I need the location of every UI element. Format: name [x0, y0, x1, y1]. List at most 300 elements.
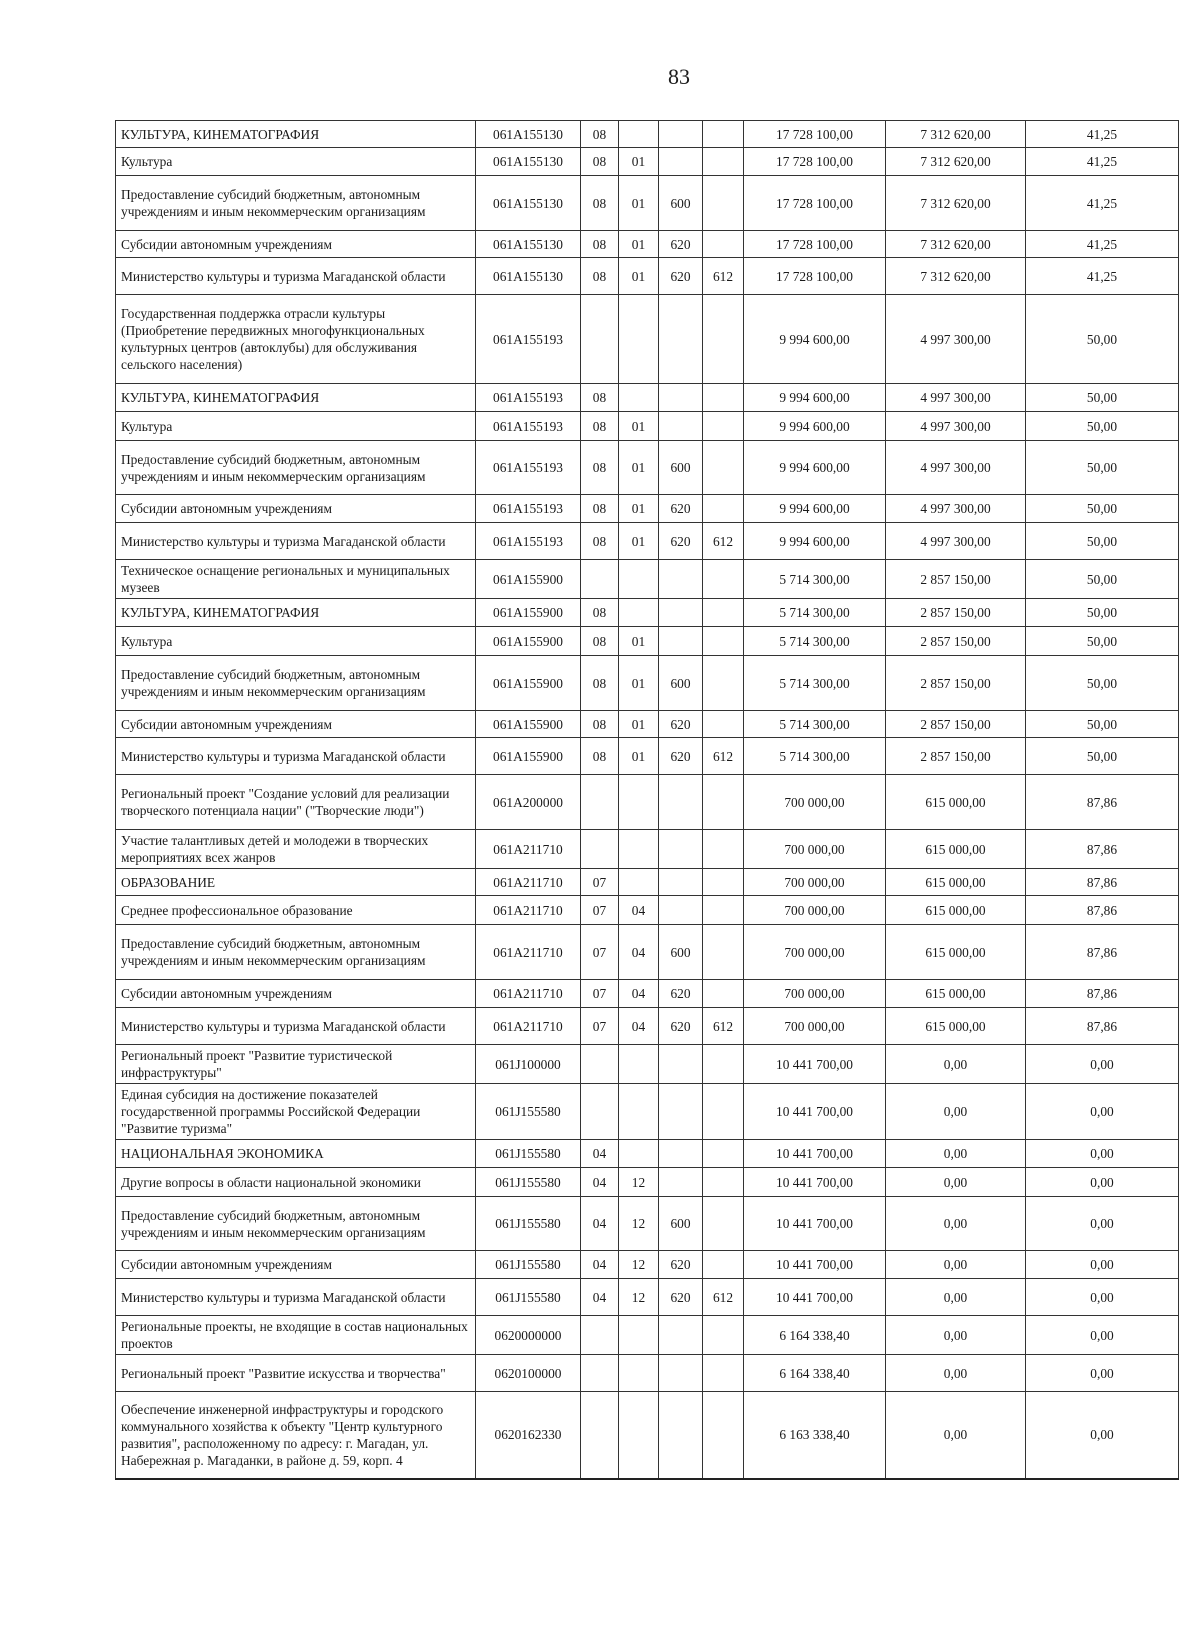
plan-amount-cell: 9 994 600,00	[744, 412, 886, 441]
admin-code-cell: 612	[703, 258, 744, 295]
section-code-cell: 08	[581, 738, 619, 775]
target-article-code-cell: 061A155193	[476, 523, 581, 560]
percent-cell: 41,25	[1026, 148, 1179, 176]
percent-cell: 50,00	[1026, 656, 1179, 711]
row-name-cell: Предоставление субсидий бюджетным, автономным учреждениям и иным некоммерческим организациям	[116, 656, 476, 711]
subsection-code-cell: 01	[619, 412, 659, 441]
expense-type-code-cell	[659, 1355, 703, 1392]
subsection-code-cell: 01	[619, 441, 659, 495]
admin-code-cell	[703, 627, 744, 656]
actual-amount-cell: 2 857 150,00	[886, 560, 1026, 599]
section-code-cell: 08	[581, 384, 619, 412]
actual-amount-cell: 0,00	[886, 1251, 1026, 1279]
admin-code-cell	[703, 775, 744, 830]
admin-code-cell	[703, 412, 744, 441]
expense-type-code-cell	[659, 1168, 703, 1197]
row-name-cell: Региональный проект "Развитие туристической инфраструктуры"	[116, 1045, 476, 1084]
row-name-cell: Обеспечение инженерной инфраструктуры и городского коммунального хозяйства к объекту "Центр культурного развития", расположенному по адресу: г. Магадан, ул. Набережная р. Магаданки, в районе д. 59, корп. 4	[116, 1392, 476, 1479]
actual-amount-cell: 2 857 150,00	[886, 627, 1026, 656]
table-row	[116, 560, 1179, 599]
percent-cell: 0,00	[1026, 1316, 1179, 1355]
expense-type-code-cell	[659, 295, 703, 384]
plan-amount-cell: 9 994 600,00	[744, 384, 886, 412]
admin-code-cell: 612	[703, 1008, 744, 1045]
actual-amount-cell: 0,00	[886, 1045, 1026, 1084]
actual-amount-cell: 0,00	[886, 1168, 1026, 1197]
plan-amount-cell: 700 000,00	[744, 925, 886, 980]
actual-amount-cell: 2 857 150,00	[886, 599, 1026, 627]
table-row	[116, 121, 1179, 148]
target-article-code-cell: 061A155193	[476, 412, 581, 441]
percent-cell: 0,00	[1026, 1168, 1179, 1197]
expense-type-code-cell: 620	[659, 231, 703, 258]
plan-amount-cell: 10 441 700,00	[744, 1279, 886, 1316]
subsection-code-cell: 04	[619, 980, 659, 1008]
plan-amount-cell: 10 441 700,00	[744, 1045, 886, 1084]
target-article-code-cell: 061A155193	[476, 441, 581, 495]
table-row	[116, 258, 1179, 295]
subsection-code-cell	[619, 1355, 659, 1392]
actual-amount-cell: 0,00	[886, 1140, 1026, 1168]
actual-amount-cell: 7 312 620,00	[886, 148, 1026, 176]
section-code-cell	[581, 560, 619, 599]
row-name-cell: Региональные проекты, не входящие в состав национальных проектов	[116, 1316, 476, 1355]
row-name-cell: Министерство культуры и туризма Магаданской области	[116, 1008, 476, 1045]
admin-code-cell	[703, 1084, 744, 1140]
actual-amount-cell: 0,00	[886, 1316, 1026, 1355]
percent-cell: 87,86	[1026, 830, 1179, 869]
percent-cell: 0,00	[1026, 1355, 1179, 1392]
subsection-code-cell	[619, 1084, 659, 1140]
expense-type-code-cell	[659, 560, 703, 599]
target-article-code-cell: 061J155580	[476, 1279, 581, 1316]
subsection-code-cell: 04	[619, 925, 659, 980]
actual-amount-cell: 2 857 150,00	[886, 738, 1026, 775]
plan-amount-cell: 6 164 338,40	[744, 1355, 886, 1392]
subsection-code-cell: 01	[619, 495, 659, 523]
subsection-code-cell: 01	[619, 738, 659, 775]
expense-type-code-cell: 600	[659, 441, 703, 495]
subsection-code-cell	[619, 384, 659, 412]
plan-amount-cell: 700 000,00	[744, 1008, 886, 1045]
target-article-code-cell: 061J100000	[476, 1045, 581, 1084]
actual-amount-cell: 615 000,00	[886, 925, 1026, 980]
expense-type-code-cell	[659, 1392, 703, 1479]
row-name-cell: Субсидии автономным учреждениям	[116, 495, 476, 523]
subsection-code-cell: 01	[619, 258, 659, 295]
row-name-cell: Предоставление субсидий бюджетным, автономным учреждениям и иным некоммерческим организациям	[116, 925, 476, 980]
expense-type-code-cell	[659, 412, 703, 441]
percent-cell: 50,00	[1026, 441, 1179, 495]
actual-amount-cell: 615 000,00	[886, 896, 1026, 925]
row-name-cell: Министерство культуры и туризма Магаданской области	[116, 258, 476, 295]
plan-amount-cell: 9 994 600,00	[744, 441, 886, 495]
row-name-cell: Культура	[116, 412, 476, 441]
percent-cell: 41,25	[1026, 176, 1179, 231]
actual-amount-cell: 0,00	[886, 1355, 1026, 1392]
section-code-cell: 08	[581, 627, 619, 656]
expense-type-code-cell	[659, 1316, 703, 1355]
section-code-cell: 07	[581, 1008, 619, 1045]
section-code-cell: 07	[581, 925, 619, 980]
target-article-code-cell: 061J155580	[476, 1197, 581, 1251]
plan-amount-cell: 700 000,00	[744, 775, 886, 830]
percent-cell: 0,00	[1026, 1392, 1179, 1479]
plan-amount-cell: 5 714 300,00	[744, 738, 886, 775]
expense-type-code-cell	[659, 599, 703, 627]
plan-amount-cell: 6 164 338,40	[744, 1316, 886, 1355]
table-row	[116, 830, 1179, 869]
row-name-cell: Культура	[116, 148, 476, 176]
percent-cell: 50,00	[1026, 711, 1179, 738]
plan-amount-cell: 5 714 300,00	[744, 599, 886, 627]
section-code-cell: 08	[581, 441, 619, 495]
expense-type-code-cell: 620	[659, 980, 703, 1008]
actual-amount-cell: 7 312 620,00	[886, 258, 1026, 295]
actual-amount-cell: 0,00	[886, 1084, 1026, 1140]
section-code-cell: 08	[581, 523, 619, 560]
admin-code-cell	[703, 1251, 744, 1279]
target-article-code-cell: 061A211710	[476, 1008, 581, 1045]
table-row	[116, 176, 1179, 231]
actual-amount-cell: 615 000,00	[886, 980, 1026, 1008]
target-article-code-cell: 061A155900	[476, 599, 581, 627]
subsection-code-cell: 01	[619, 176, 659, 231]
percent-cell: 50,00	[1026, 627, 1179, 656]
table-row	[116, 1197, 1179, 1251]
expense-type-code-cell	[659, 775, 703, 830]
target-article-code-cell: 061A211710	[476, 980, 581, 1008]
table-row	[116, 656, 1179, 711]
plan-amount-cell: 9 994 600,00	[744, 295, 886, 384]
row-name-cell: Субсидии автономным учреждениям	[116, 711, 476, 738]
table-row	[116, 711, 1179, 738]
actual-amount-cell: 4 997 300,00	[886, 523, 1026, 560]
budget-table	[115, 120, 1179, 1480]
plan-amount-cell: 17 728 100,00	[744, 231, 886, 258]
expense-type-code-cell	[659, 1084, 703, 1140]
plan-amount-cell: 17 728 100,00	[744, 148, 886, 176]
actual-amount-cell: 2 857 150,00	[886, 711, 1026, 738]
expense-type-code-cell: 620	[659, 738, 703, 775]
section-code-cell: 08	[581, 148, 619, 176]
plan-amount-cell: 9 994 600,00	[744, 495, 886, 523]
table-row	[116, 295, 1179, 384]
table-row	[116, 523, 1179, 560]
section-code-cell	[581, 1316, 619, 1355]
table-row	[116, 1251, 1179, 1279]
section-code-cell	[581, 1045, 619, 1084]
admin-code-cell	[703, 599, 744, 627]
expense-type-code-cell	[659, 121, 703, 148]
target-article-code-cell: 0620000000	[476, 1316, 581, 1355]
row-name-cell: Государственная поддержка отрасли культуры (Приобретение передвижных многофункциональных культурных центров (автоклубы) для обслуживания сельского населения)	[116, 295, 476, 384]
percent-cell: 50,00	[1026, 523, 1179, 560]
section-code-cell: 07	[581, 896, 619, 925]
plan-amount-cell: 5 714 300,00	[744, 711, 886, 738]
section-code-cell: 07	[581, 980, 619, 1008]
admin-code-cell	[703, 1168, 744, 1197]
target-article-code-cell: 061A155193	[476, 495, 581, 523]
admin-code-cell	[703, 176, 744, 231]
table-row	[116, 384, 1179, 412]
table-row	[116, 495, 1179, 523]
percent-cell: 50,00	[1026, 295, 1179, 384]
table-row	[116, 148, 1179, 176]
table-row	[116, 1045, 1179, 1084]
subsection-code-cell: 12	[619, 1251, 659, 1279]
subsection-code-cell	[619, 1392, 659, 1479]
row-name-cell: Предоставление субсидий бюджетным, автономным учреждениям и иным некоммерческим организациям	[116, 441, 476, 495]
section-code-cell: 08	[581, 121, 619, 148]
section-code-cell	[581, 295, 619, 384]
target-article-code-cell: 061J155580	[476, 1084, 581, 1140]
target-article-code-cell: 061J155580	[476, 1168, 581, 1197]
admin-code-cell	[703, 1392, 744, 1479]
percent-cell: 0,00	[1026, 1140, 1179, 1168]
subsection-code-cell: 04	[619, 896, 659, 925]
plan-amount-cell: 5 714 300,00	[744, 627, 886, 656]
section-code-cell: 08	[581, 258, 619, 295]
target-article-code-cell: 061A155900	[476, 738, 581, 775]
actual-amount-cell: 4 997 300,00	[886, 295, 1026, 384]
admin-code-cell	[703, 1197, 744, 1251]
subsection-code-cell: 01	[619, 656, 659, 711]
row-name-cell: КУЛЬТУРА, КИНЕМАТОГРАФИЯ	[116, 121, 476, 148]
subsection-code-cell: 12	[619, 1197, 659, 1251]
actual-amount-cell: 0,00	[886, 1279, 1026, 1316]
expense-type-code-cell: 620	[659, 495, 703, 523]
table-row	[116, 412, 1179, 441]
row-name-cell: Министерство культуры и туризма Магаданской области	[116, 738, 476, 775]
percent-cell: 87,86	[1026, 980, 1179, 1008]
row-name-cell: Техническое оснащение региональных и муниципальных музеев	[116, 560, 476, 599]
admin-code-cell	[703, 656, 744, 711]
subsection-code-cell: 01	[619, 231, 659, 258]
section-code-cell: 07	[581, 869, 619, 896]
row-name-cell: Министерство культуры и туризма Магаданской области	[116, 523, 476, 560]
target-article-code-cell: 0620100000	[476, 1355, 581, 1392]
plan-amount-cell: 10 441 700,00	[744, 1140, 886, 1168]
percent-cell: 41,25	[1026, 231, 1179, 258]
plan-amount-cell: 9 994 600,00	[744, 523, 886, 560]
percent-cell: 87,86	[1026, 1008, 1179, 1045]
table-row	[116, 869, 1179, 896]
row-name-cell: Субсидии автономным учреждениям	[116, 231, 476, 258]
row-name-cell: Культура	[116, 627, 476, 656]
target-article-code-cell: 061A211710	[476, 896, 581, 925]
actual-amount-cell: 7 312 620,00	[886, 176, 1026, 231]
section-code-cell	[581, 1084, 619, 1140]
percent-cell: 0,00	[1026, 1197, 1179, 1251]
target-article-code-cell: 061A155193	[476, 295, 581, 384]
table-row	[116, 896, 1179, 925]
actual-amount-cell: 615 000,00	[886, 869, 1026, 896]
subsection-code-cell	[619, 1140, 659, 1168]
section-code-cell	[581, 1355, 619, 1392]
percent-cell: 50,00	[1026, 599, 1179, 627]
section-code-cell: 04	[581, 1279, 619, 1316]
expense-type-code-cell	[659, 1045, 703, 1084]
subsection-code-cell	[619, 1316, 659, 1355]
row-name-cell: Другие вопросы в области национальной экономики	[116, 1168, 476, 1197]
expense-type-code-cell: 620	[659, 523, 703, 560]
plan-amount-cell: 10 441 700,00	[744, 1168, 886, 1197]
target-article-code-cell: 061A211710	[476, 869, 581, 896]
admin-code-cell	[703, 711, 744, 738]
subsection-code-cell	[619, 560, 659, 599]
row-name-cell: ОБРАЗОВАНИЕ	[116, 869, 476, 896]
table-row	[116, 1008, 1179, 1045]
expense-type-code-cell	[659, 830, 703, 869]
admin-code-cell	[703, 441, 744, 495]
expense-type-code-cell: 600	[659, 1197, 703, 1251]
admin-code-cell	[703, 980, 744, 1008]
actual-amount-cell: 2 857 150,00	[886, 656, 1026, 711]
table-row	[116, 738, 1179, 775]
percent-cell: 0,00	[1026, 1084, 1179, 1140]
subsection-code-cell: 01	[619, 711, 659, 738]
admin-code-cell	[703, 869, 744, 896]
table-row	[116, 441, 1179, 495]
table-row	[116, 1084, 1179, 1140]
row-name-cell: Региональный проект "Создание условий для реализации творческого потенциала нации" ("Творческие люди")	[116, 775, 476, 830]
subsection-code-cell: 12	[619, 1279, 659, 1316]
percent-cell: 50,00	[1026, 738, 1179, 775]
subsection-code-cell: 01	[619, 627, 659, 656]
section-code-cell: 08	[581, 495, 619, 523]
subsection-code-cell: 01	[619, 523, 659, 560]
percent-cell: 50,00	[1026, 412, 1179, 441]
table-body	[116, 121, 1179, 1479]
plan-amount-cell: 700 000,00	[744, 830, 886, 869]
target-article-code-cell: 061A155900	[476, 711, 581, 738]
target-article-code-cell: 061A155130	[476, 148, 581, 176]
table-row	[116, 1355, 1179, 1392]
target-article-code-cell: 061J155580	[476, 1251, 581, 1279]
subsection-code-cell	[619, 295, 659, 384]
section-code-cell: 08	[581, 176, 619, 231]
target-article-code-cell: 061A155900	[476, 627, 581, 656]
section-code-cell: 08	[581, 599, 619, 627]
section-code-cell: 08	[581, 711, 619, 738]
plan-amount-cell: 10 441 700,00	[744, 1084, 886, 1140]
actual-amount-cell: 7 312 620,00	[886, 121, 1026, 148]
expense-type-code-cell: 620	[659, 1251, 703, 1279]
expense-type-code-cell: 620	[659, 711, 703, 738]
row-name-cell: Предоставление субсидий бюджетным, автономным учреждениям и иным некоммерческим организациям	[116, 176, 476, 231]
percent-cell: 0,00	[1026, 1045, 1179, 1084]
expense-type-code-cell	[659, 1140, 703, 1168]
table-row	[116, 627, 1179, 656]
admin-code-cell	[703, 384, 744, 412]
table-row	[116, 599, 1179, 627]
target-article-code-cell: 061J155580	[476, 1140, 581, 1168]
actual-amount-cell: 0,00	[886, 1197, 1026, 1251]
table-row	[116, 1168, 1179, 1197]
expense-type-code-cell	[659, 869, 703, 896]
target-article-code-cell: 061A211710	[476, 830, 581, 869]
expense-type-code-cell	[659, 384, 703, 412]
admin-code-cell: 612	[703, 1279, 744, 1316]
admin-code-cell	[703, 1140, 744, 1168]
percent-cell: 87,86	[1026, 775, 1179, 830]
section-code-cell	[581, 775, 619, 830]
admin-code-cell: 612	[703, 738, 744, 775]
target-article-code-cell: 061A155900	[476, 560, 581, 599]
admin-code-cell	[703, 295, 744, 384]
percent-cell: 87,86	[1026, 896, 1179, 925]
admin-code-cell	[703, 896, 744, 925]
admin-code-cell	[703, 148, 744, 176]
admin-code-cell	[703, 830, 744, 869]
actual-amount-cell: 0,00	[886, 1392, 1026, 1479]
subsection-code-cell	[619, 121, 659, 148]
subsection-code-cell	[619, 830, 659, 869]
row-name-cell: Министерство культуры и туризма Магаданской области	[116, 1279, 476, 1316]
table-row	[116, 980, 1179, 1008]
table-row	[116, 1279, 1179, 1316]
admin-code-cell	[703, 495, 744, 523]
subsection-code-cell: 01	[619, 148, 659, 176]
expense-type-code-cell: 600	[659, 925, 703, 980]
percent-cell: 41,25	[1026, 258, 1179, 295]
section-code-cell: 08	[581, 412, 619, 441]
actual-amount-cell: 7 312 620,00	[886, 231, 1026, 258]
percent-cell: 0,00	[1026, 1279, 1179, 1316]
expense-type-code-cell: 620	[659, 258, 703, 295]
section-code-cell: 08	[581, 656, 619, 711]
admin-code-cell	[703, 231, 744, 258]
admin-code-cell: 612	[703, 523, 744, 560]
expense-type-code-cell: 620	[659, 1008, 703, 1045]
percent-cell: 50,00	[1026, 560, 1179, 599]
subsection-code-cell	[619, 869, 659, 896]
percent-cell: 41,25	[1026, 121, 1179, 148]
percent-cell: 87,86	[1026, 925, 1179, 980]
plan-amount-cell: 700 000,00	[744, 896, 886, 925]
percent-cell: 87,86	[1026, 869, 1179, 896]
plan-amount-cell: 17 728 100,00	[744, 121, 886, 148]
section-code-cell: 04	[581, 1168, 619, 1197]
admin-code-cell	[703, 925, 744, 980]
row-name-cell: НАЦИОНАЛЬНАЯ ЭКОНОМИКА	[116, 1140, 476, 1168]
plan-amount-cell: 5 714 300,00	[744, 656, 886, 711]
admin-code-cell	[703, 1045, 744, 1084]
page-number: 83	[668, 64, 690, 89]
target-article-code-cell: 061A155193	[476, 384, 581, 412]
target-article-code-cell: 0620162330	[476, 1392, 581, 1479]
admin-code-cell	[703, 1316, 744, 1355]
expense-type-code-cell: 600	[659, 176, 703, 231]
admin-code-cell	[703, 1355, 744, 1392]
subsection-code-cell: 04	[619, 1008, 659, 1045]
subsection-code-cell	[619, 1045, 659, 1084]
expense-type-code-cell	[659, 627, 703, 656]
table-row	[116, 1392, 1179, 1479]
row-name-cell: Участие талантливых детей и молодежи в творческих мероприятиях всех жанров	[116, 830, 476, 869]
percent-cell: 50,00	[1026, 495, 1179, 523]
actual-amount-cell: 615 000,00	[886, 1008, 1026, 1045]
table-row	[116, 1140, 1179, 1168]
actual-amount-cell: 4 997 300,00	[886, 384, 1026, 412]
plan-amount-cell: 17 728 100,00	[744, 258, 886, 295]
row-name-cell: Предоставление субсидий бюджетным, автономным учреждениям и иным некоммерческим организациям	[116, 1197, 476, 1251]
section-code-cell: 08	[581, 231, 619, 258]
expense-type-code-cell	[659, 896, 703, 925]
actual-amount-cell: 615 000,00	[886, 830, 1026, 869]
section-code-cell: 04	[581, 1140, 619, 1168]
